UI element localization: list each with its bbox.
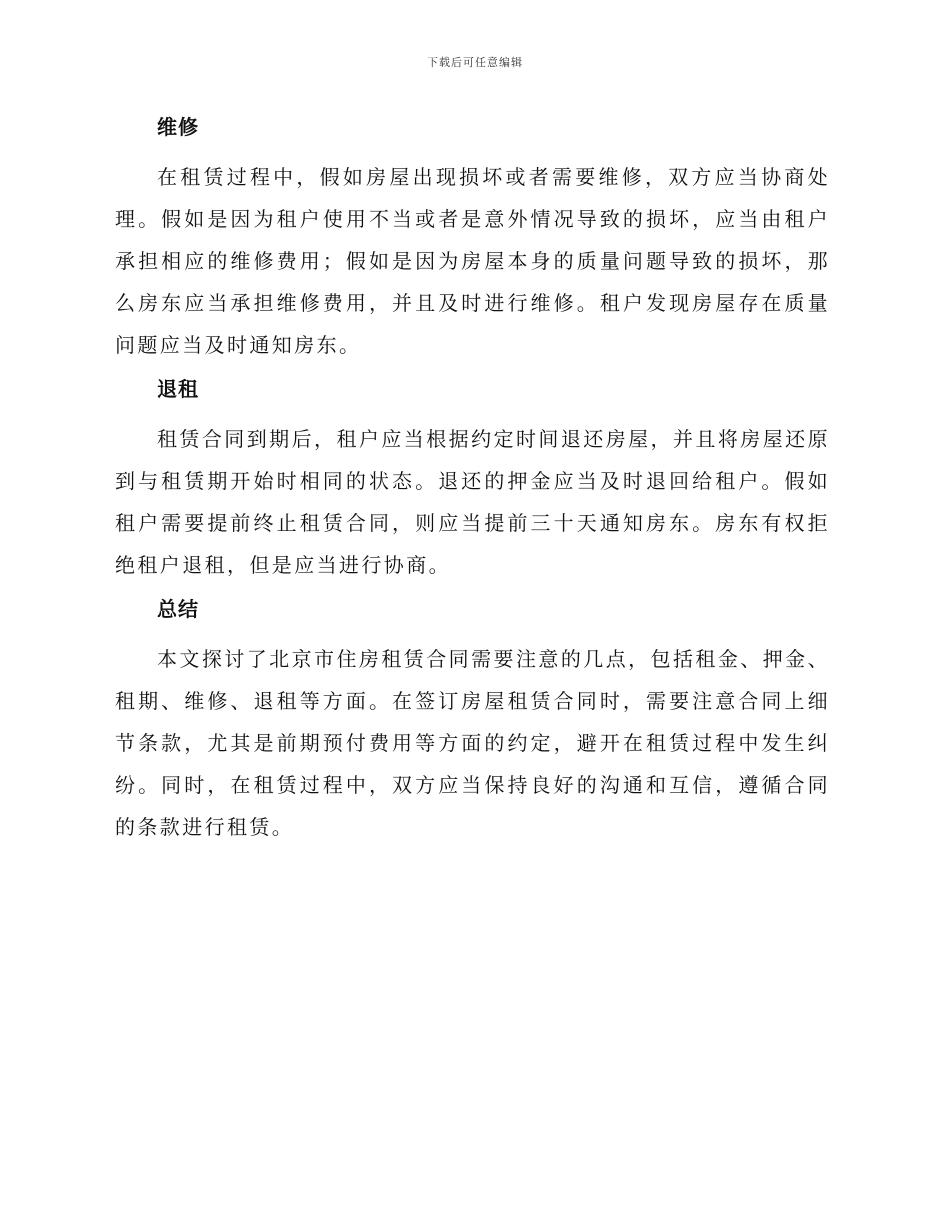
section-heading-termination: 退租 (157, 377, 199, 401)
section-termination (115, 374, 830, 586)
section-summary (115, 594, 830, 848)
section-paragraph-repair: 在租赁过程中，假如房屋出现损坏或者需要维修，双方应当协商处理。假如是因为租户使用不当或者是意外情况导致的损坏，应当由租户承担相应的维修费用；假如是因为房屋本身的质量问题导致的损坏，那么房东应当承担维修费用，并且及时进行维修。租户发现房屋存在质量问题应当及时通知房东。 (115, 165, 830, 357)
document-body (115, 112, 830, 856)
section-repair (115, 112, 830, 366)
section-paragraph-termination: 租赁合同到期后，租户应当根据约定时间退还房屋，并且将房屋还原到与租赁期开始时相同的状态。退还的押金应当及时退回给租户。假如租户需要提前终止租赁合同，则应当提前三十天通知房东。房东有权拒绝租户退租，但是应当进行协商。 (115, 427, 830, 577)
section-paragraph-summary: 本文探讨了北京市住房租赁合同需要注意的几点，包括租金、押金、租期、维修、退租等方面。在签订房屋租赁合同时，需要注意合同上细节条款，尤其是前期预付费用等方面的约定，避开在租赁过程中发生纠纷。同时，在租赁过程中，双方应当保持良好的沟通和互信，遵循合同的条款进行租赁。 (115, 647, 830, 839)
section-heading-repair: 维修 (157, 115, 199, 139)
section-heading-summary: 总结 (157, 597, 199, 621)
page-header-note: 下载后可任意编辑 (427, 56, 523, 69)
